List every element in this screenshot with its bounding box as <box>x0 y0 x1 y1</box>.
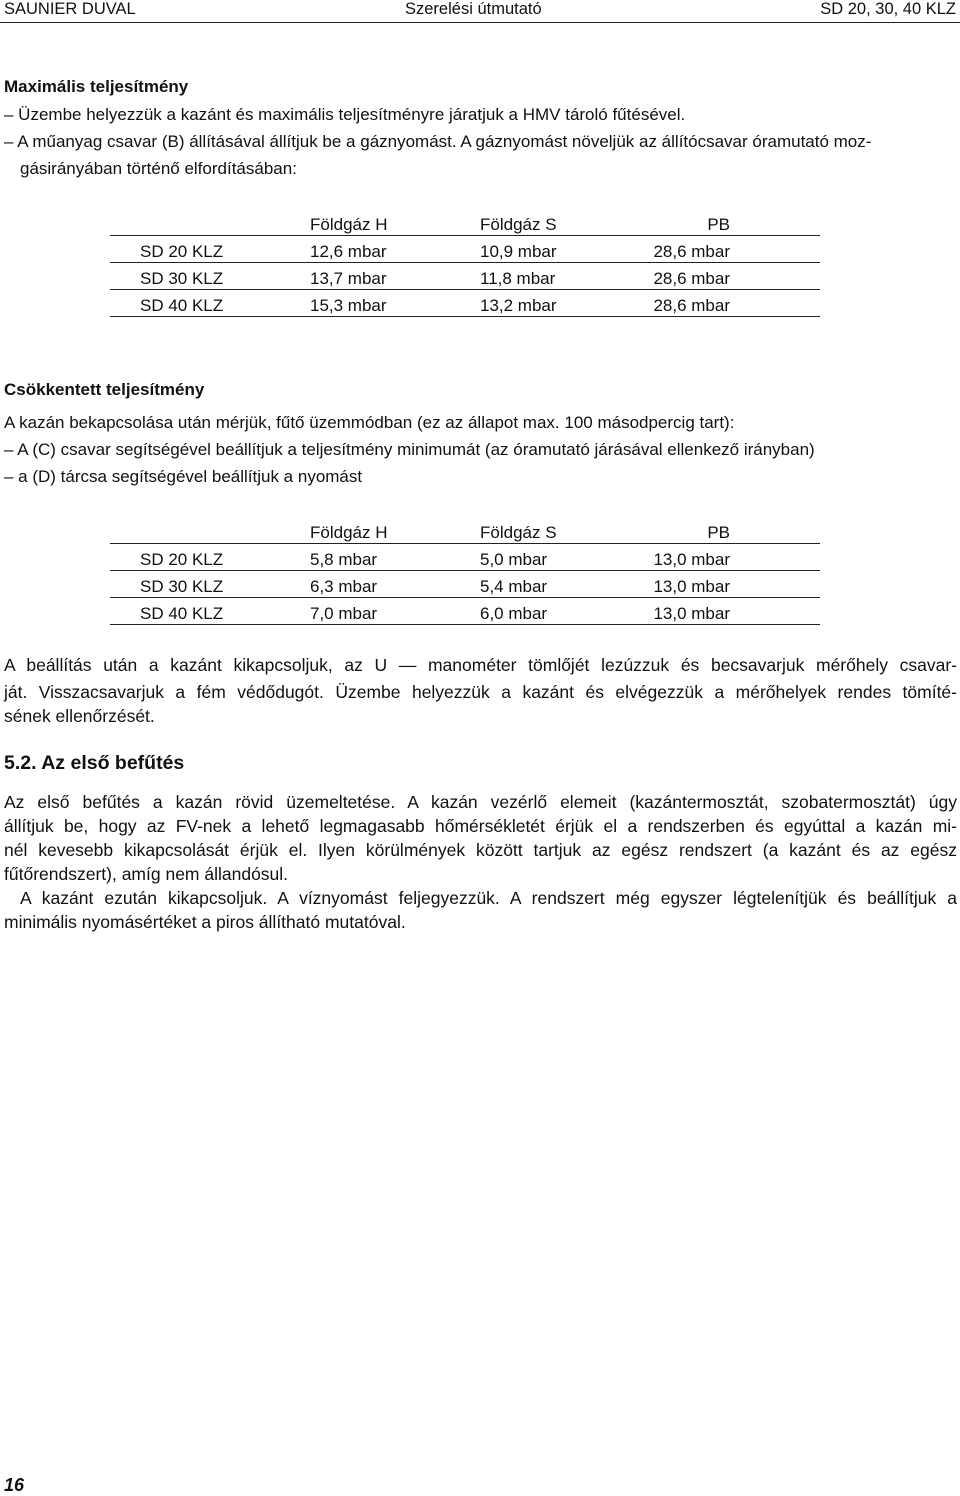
value-cell: 6,0 mbar <box>480 598 650 625</box>
after-line-3: sének ellenőrzését. <box>4 706 155 726</box>
value-cell: 5,4 mbar <box>480 571 650 598</box>
value-cell: 28,6 mbar <box>650 236 820 263</box>
table-row <box>110 290 820 317</box>
header-brand: SAUNIER DUVAL <box>4 0 136 18</box>
table-row <box>110 598 820 625</box>
heating-line-3: nél kevesebb kikapcsolását érjük el. Ilyen körülmények között tartjuk az egész rendszert (a kazánt és az egész <box>4 840 957 860</box>
table-header-row <box>110 209 820 236</box>
value-cell: 28,6 mbar <box>650 290 820 317</box>
model-cell: SD 20 KLZ <box>110 544 310 571</box>
section-title-reduced-power: Csökkentett teljesítmény <box>4 380 205 399</box>
value-cell: 28,6 mbar <box>650 263 820 290</box>
heating-line-6: minimális nyomásértéket a piros állítható mutatóval. <box>4 912 406 932</box>
max-pressure-table <box>110 209 820 317</box>
page-number: 16 <box>4 1475 25 1495</box>
value-cell: 5,0 mbar <box>480 544 650 571</box>
header-cell <box>110 209 310 236</box>
table-row <box>110 571 820 598</box>
value-cell: 13,0 mbar <box>650 571 820 598</box>
header-cell: Földgáz H <box>310 517 480 544</box>
min-pressure-table <box>110 517 820 625</box>
max-line-2: – A műanyag csavar (B) állításával állítjuk be a gáznyomást. A gáznyomást növeljük az állítócsavar óramutató moz- <box>4 132 872 151</box>
header-cell: Földgáz H <box>310 209 480 236</box>
value-cell: 13,2 mbar <box>480 290 650 317</box>
header-cell: PB <box>650 209 820 236</box>
value-cell: 15,3 mbar <box>310 290 480 317</box>
header-title: Szerelési útmutató <box>405 0 542 18</box>
after-line-1: A beállítás után a kazánt kikapcsoljuk, az U — manométer tömlőjét lezúzzuk és becsavarjuk mérőhely csavar- <box>4 655 957 675</box>
heating-line-5: A kazánt ezután kikapcsoljuk. A víznyomást feljegyezzük. A rendszert még egyszer légtelenítjük és beállítjuk a <box>20 888 957 908</box>
value-cell: 13,7 mbar <box>310 263 480 290</box>
reduced-line-3: – a (D) tárcsa segítségével beállítjuk a nyomást <box>4 467 363 486</box>
model-cell: SD 30 KLZ <box>110 263 310 290</box>
table-row <box>110 236 820 263</box>
value-cell: 12,6 mbar <box>310 236 480 263</box>
value-cell: 6,3 mbar <box>310 571 480 598</box>
table-header-row <box>110 517 820 544</box>
section-title-first-heating: 5.2. Az első befűtés <box>4 752 185 774</box>
table-row <box>110 263 820 290</box>
header-cell <box>110 517 310 544</box>
max-line-1: – Üzembe helyezzük a kazánt és maximális teljesítményre járatjuk a HMV tároló fűtésével. <box>4 105 686 124</box>
heating-line-1: Az első befűtés a kazán rövid üzemeltetése. A kazán vezérlő elemeit (kazántermosztát, szobatermosztát) úgy <box>4 792 957 812</box>
max-line-3: gásirányában történő elfordításában: <box>20 159 297 178</box>
header-cell: Földgáz S <box>480 517 650 544</box>
table-row <box>110 544 820 571</box>
model-cell: SD 40 KLZ <box>110 598 310 625</box>
section-title-max-power: Maximális teljesítmény <box>4 77 189 96</box>
model-cell: SD 40 KLZ <box>110 290 310 317</box>
reduced-line-2: – A (C) csavar segítségével beállítjuk a teljesítmény minimumát (az óramutató járásával ellenkező irányban) <box>4 440 815 459</box>
header-model: SD 20, 30, 40 KLZ <box>820 0 956 18</box>
header-cell: Földgáz S <box>480 209 650 236</box>
page-header <box>0 0 960 23</box>
value-cell: 13,0 mbar <box>650 598 820 625</box>
value-cell: 11,8 mbar <box>480 263 650 290</box>
header-cell: PB <box>650 517 820 544</box>
after-line-2: ját. Visszacsavarjuk a fém védődugót. Üzembe helyezzük a kazánt és elvégezzük a mérőhelyek rendes tömíté- <box>4 682 957 702</box>
model-cell: SD 30 KLZ <box>110 571 310 598</box>
value-cell: 5,8 mbar <box>310 544 480 571</box>
reduced-line-1: A kazán bekapcsolása után mérjük, fűtő üzemmódban (ez az állapot max. 100 másodpercig tart): <box>4 413 735 432</box>
model-cell: SD 20 KLZ <box>110 236 310 263</box>
value-cell: 10,9 mbar <box>480 236 650 263</box>
value-cell: 7,0 mbar <box>310 598 480 625</box>
heating-line-4: fűtőrendszert), amíg nem állandósul. <box>4 864 289 884</box>
value-cell: 13,0 mbar <box>650 544 820 571</box>
heating-line-2: állítjuk be, hogy az FV-nek a lehető legmagasabb hőmérsékletét érjük el a rendszerben és egyúttal a kazán mi- <box>4 816 957 836</box>
